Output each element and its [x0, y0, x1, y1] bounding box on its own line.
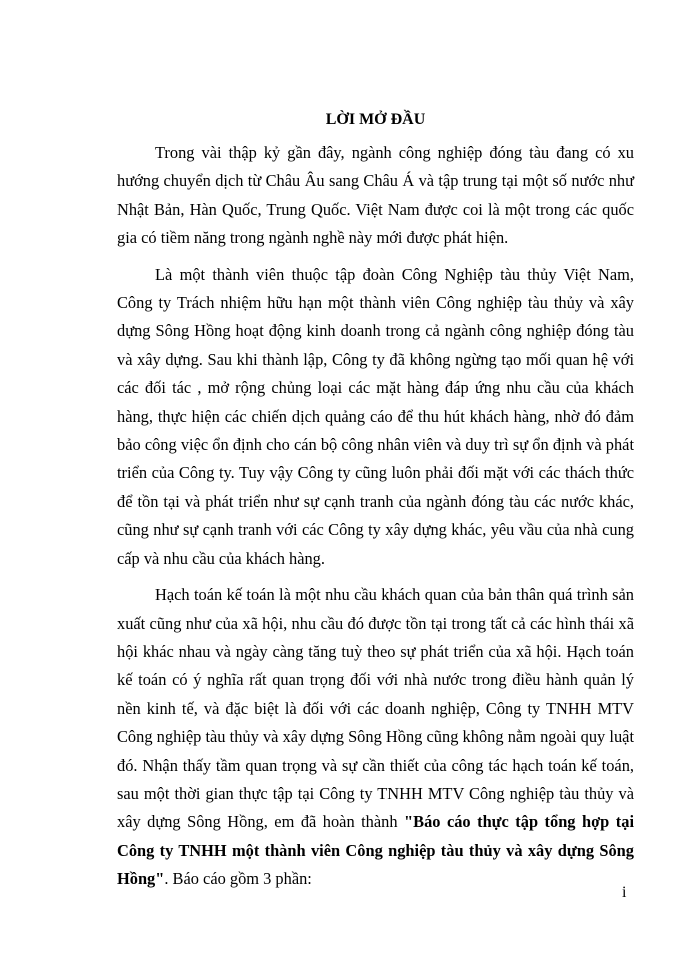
report-title-bold: "Báo cáo thực tập tổng hợp tại Công ty TNHH một thành viên Công nghiệp tàu thủy và xây dựng Sông Hồng": [117, 812, 634, 889]
paragraph-2: Là một thành viên thuộc tập đoàn Công Nghiệp tàu thủy Việt Nam, Công ty Trách nhiệm hữu hạn một thành viên Công nghiệp tàu thủy và xây dựng Sông Hồng hoạt động kinh doanh trong cả ngành công nghiệp đóng tàu và xây dựng. Sau khi thành lập, Công ty đã không ngừng tạo mối quan hệ với các đối tác , mở rộng chủng loại các mặt hàng đáp ứng nhu cầu của khách hàng, thực hiện các chiến dịch quảng cáo để thu hút khách hàng, nhờ đó đảm bảo công việc ổn định cho cán bộ công nhân viên và duy trì sự ổn định và phát triển của Công ty. Tuy vậy Công ty cũng luôn phải đối mặt với các thách thức để tồn tại và phát triển như sự cạnh tranh của ngành đóng tàu các nước khác, cũng như sự cạnh tranh với các Công ty xây dựng khác, yêu vầu của nhà cung cấp và nhu cầu của khách hàng.: [117, 264, 634, 568]
paragraph-3: [117, 581, 634, 893]
paragraph-1: Trong vài thập kỷ gần đây, ngành công nghiệp đóng tàu đang có xu hướng chuyển dịch từ Châu Âu sang Châu Á và tập trung tại một số nước như Nhật Bản, Hàn Quốc, Trung Quốc. Việt Nam được coi là một trong các quốc gia có tiềm năng trong ngành nghề này mới được phát hiện.: [117, 143, 634, 248]
paragraph-3-text: Hạch toán kế toán là một nhu cầu khách quan của bản thân quá trình sản xuất cũng như của xã hội, nhu cầu đó được tồn tại trong tất cả các hình thái xã hội khác nhau và ngày càng tăng tuỳ theo sự phát triển của xã hội. Hạch toán kế toán có ý nghĩa rất quan trọng đối với nhà nước trong điều hành quản lý nền kinh tế, và đặc biệt là đối với các doanh nghiệp, Công ty TNHH MTV Công nghiệp tàu thủy và xây dựng Sông Hồng cũng không nằm ngoài quy luật đó. Nhận thấy tầm quan trọng và sự cần thiết của công tác hạch toán kế toán, sau một thời gian thực tập tại Công ty TNHH MTV Công nghiệp tàu thủy và xây dựng Sông Hồng, em đã hoàn thành: [117, 585, 634, 832]
page-number: i: [622, 884, 627, 901]
paragraph-3-trailing: . Báo cáo gồm 3 phần:: [164, 869, 312, 889]
document-page: [117, 108, 634, 902]
document-title: LỜI MỞ ĐẦU: [325, 111, 426, 128]
